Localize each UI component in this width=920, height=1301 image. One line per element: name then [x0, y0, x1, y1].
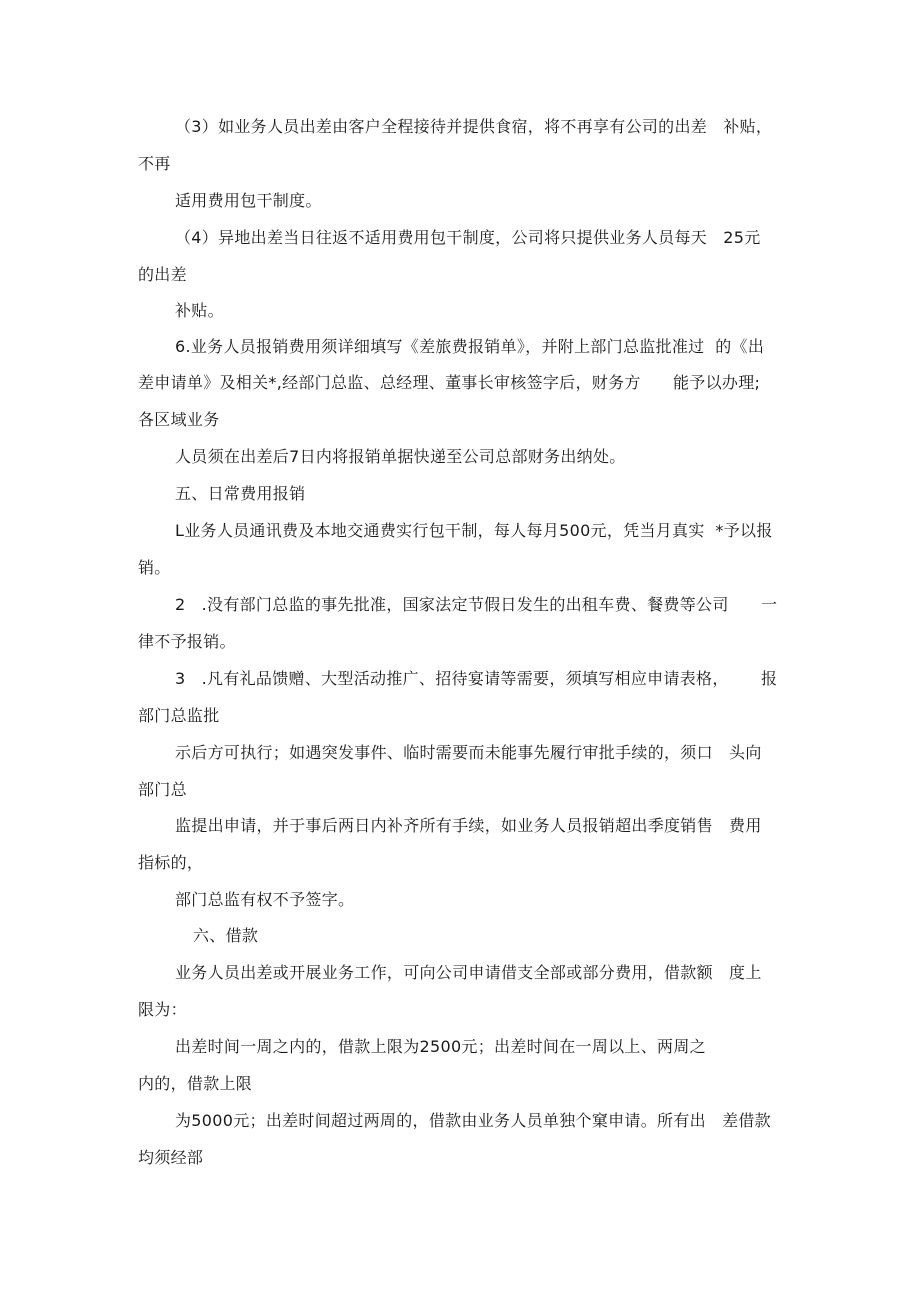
text-line: 差申请单》及相关*,经部门总监、总经理、董事长审核签字后，财务方 能予以办理;	[138, 373, 761, 392]
text-line: 业务人员出差或开展业务工作，可向公司申请借支全部或部分费用，借款额 度上	[175, 963, 762, 982]
text-line: （4）异地出差当日往返不适用费用包干制度，公司将只提供业务人员每天 25元	[175, 228, 761, 247]
text-line: 出差时间一周之内的，借款上限为2500元；出差时间在一周以上、两周之	[175, 1037, 706, 1056]
section-heading: 五、日常费用报销	[175, 484, 306, 503]
text-line: 销。	[138, 558, 171, 577]
text-line: 内的，借款上限	[138, 1074, 253, 1093]
text-line: 监提出申请，并于事后两日内补齐所有手续，如业务人员报销超出季度销售 费用	[175, 816, 762, 835]
text-line: 不再	[138, 154, 171, 173]
text-line: 的出差	[138, 265, 187, 284]
text-line: 适用费用包干制度。	[175, 191, 322, 210]
text-line: 人员须在出差后7日内将报销单据快递至公司总部财务出纳处。	[175, 447, 626, 466]
section-heading: 六、借款	[193, 926, 259, 945]
text-line: 限为：	[138, 1000, 187, 1019]
text-line: 补贴。	[175, 301, 224, 320]
text-line: 示后方可执行；如遇突发事件、临时需要而未能事先履行审批手续的，须口 头向	[175, 743, 762, 762]
text-line: 律不予报销。	[138, 632, 236, 651]
text-line: 部门总监有权不予签字。	[175, 890, 355, 909]
text-line: L业务人员通讯费及本地交通费实行包干制，每人每月500元，凭当月真实 *予以报	[175, 521, 773, 540]
text-line: 2 .没有部门总监的事先批准，国家法定节假日发生的出租车费、餐费等公司 一	[175, 595, 778, 614]
text-line: 均须经部	[138, 1148, 204, 1167]
text-line: 各区域业务	[138, 410, 220, 429]
text-line: 指标的，	[138, 853, 204, 872]
text-line: 6.业务人员报销费用须详细填写《差旅费报销单》，并附上部门总监批准过 的《出	[175, 337, 765, 356]
text-line: 为5000元；出差时间超过两周的，借款由业务人员单独个窠申请。所有出 差借款	[175, 1111, 771, 1130]
text-line: （3）如业务人员出差由客户全程接待并提供食宿，将不再享有公司的出差 补贴，	[175, 117, 773, 136]
text-line: 部门总监批	[138, 706, 220, 725]
text-line: 部门总	[138, 780, 187, 799]
text-line: 3 .凡有礼品馈赠、大型活动推广、招待宴请等需要，须填写相应申请表格， 报	[175, 669, 778, 688]
